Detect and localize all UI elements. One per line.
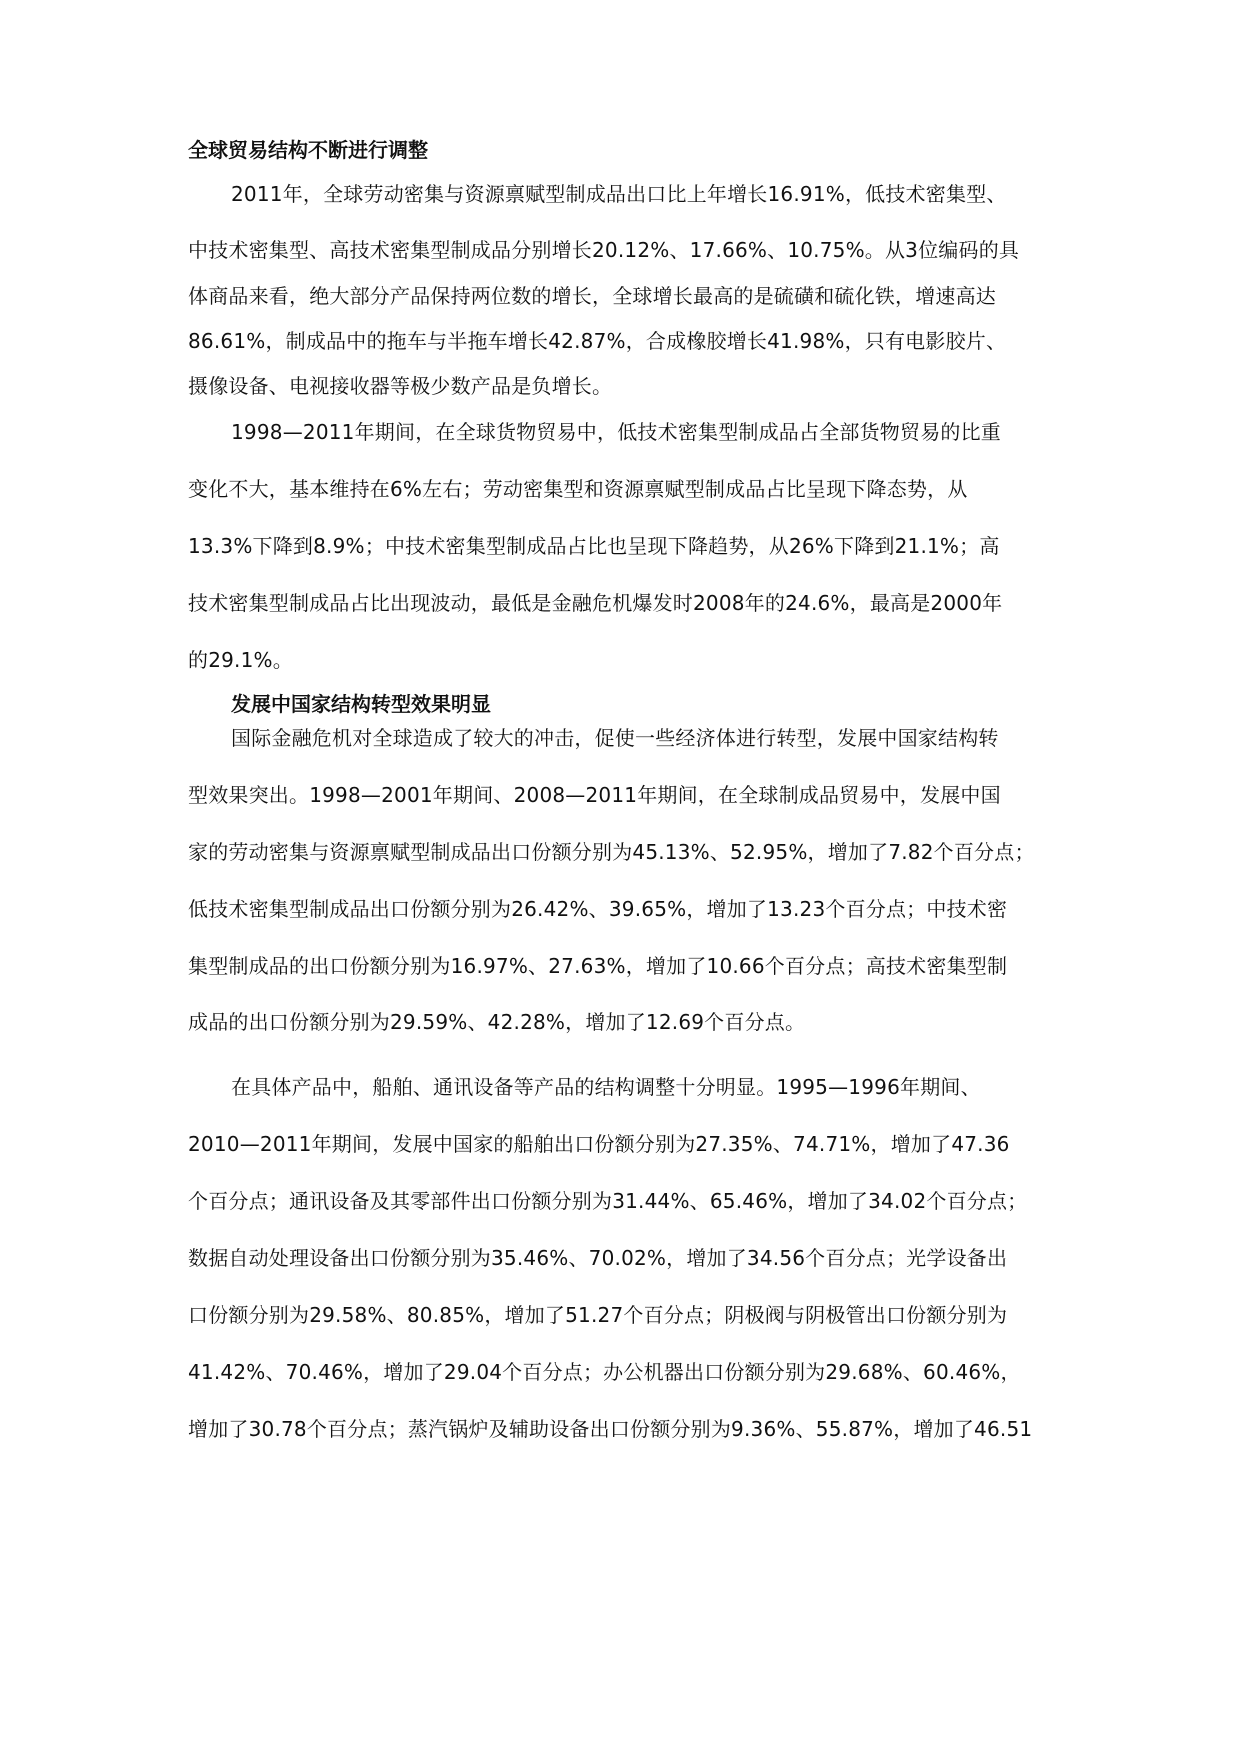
paragraph-line: 2010—2011年期间，发展中国家的船舶出口份额分别为27.35%、74.71%，增加了47.36 bbox=[188, 1132, 1010, 1156]
paragraph-line: 技术密集型制成品占比出现波动，最低是金融危机爆发时2008年的24.6%，最高是2000年 bbox=[188, 591, 1003, 615]
paragraph-line: 13.3%下降到8.9%；中技术密集型制成品占比也呈现下降趋势，从26%下降到21.1%；高 bbox=[188, 534, 1000, 558]
paragraph-line: 成品的出口份额分别为29.59%、42.28%，增加了12.69个百分点。 bbox=[188, 1010, 806, 1034]
paragraph-line: 集型制成品的出口份额分别为16.97%、27.63%，增加了10.66个百分点；高技术密集型制 bbox=[188, 954, 1008, 978]
paragraph-line: 国际金融危机对全球造成了较大的冲击，促使一些经济体进行转型，发展中国家结构转 bbox=[231, 726, 999, 750]
section-heading-developing-countries: 发展中国家结构转型效果明显 bbox=[231, 692, 491, 716]
paragraph-line: 数据自动处理设备出口份额分别为35.46%、70.02%，增加了34.56个百分点；光学设备出 bbox=[188, 1246, 1008, 1270]
paragraph-line: 在具体产品中，船舶、通讯设备等产品的结构调整十分明显。1995—1996年期间、 bbox=[231, 1075, 981, 1099]
paragraph-line: 2011年，全球劳动密集与资源禀赋型制成品出口比上年增长16.91%，低技术密集型、 bbox=[231, 182, 1007, 206]
paragraph-line: 个百分点；通讯设备及其零部件出口份额分别为31.44%、65.46%，增加了34.02个百分点； bbox=[188, 1189, 1028, 1213]
paragraph-line: 中技术密集型、高技术密集型制成品分别增长20.12%、17.66%、10.75%。从3位编码的具 bbox=[188, 238, 1020, 262]
paragraph-line: 低技术密集型制成品出口份额分别为26.42%、39.65%，增加了13.23个百分点；中技术密 bbox=[188, 897, 1008, 921]
paragraph-line: 型效果突出。1998—2001年期间、2008—2011年期间，在全球制成品贸易中，发展中国 bbox=[188, 783, 1001, 807]
paragraph-line: 86.61%，制成品中的拖车与半拖车增长42.87%，合成橡胶增长41.98%，只有电影胶片、 bbox=[188, 329, 1007, 353]
paragraph-line: 的29.1%。 bbox=[188, 648, 293, 672]
section-heading-global-trade: 全球贸易结构不断进行调整 bbox=[188, 138, 428, 162]
paragraph-line: 41.42%、70.46%，增加了29.04个百分点；办公机器出口份额分别为29.68%、60.46%， bbox=[188, 1360, 1021, 1384]
paragraph-line: 1998—2011年期间，在全球货物贸易中，低技术密集型制成品占全部货物贸易的比重 bbox=[231, 420, 1001, 444]
paragraph-line: 摄像设备、电视接收器等极少数产品是负增长。 bbox=[188, 374, 613, 398]
paragraph-line: 家的劳动密集与资源禀赋型制成品出口份额分别为45.13%、52.95%，增加了7.82个百分点； bbox=[188, 840, 1035, 864]
paragraph-line: 体商品来看，绝大部分产品保持两位数的增长，全球增长最高的是硫磺和硫化铁，增速高达 bbox=[188, 284, 996, 308]
paragraph-line: 增加了30.78个百分点；蒸汽锅炉及辅助设备出口份额分别为9.36%、55.87%，增加了46.51 bbox=[188, 1417, 1033, 1441]
paragraph-line: 变化不大，基本维持在6%左右；劳动密集型和资源禀赋型制成品占比呈现下降态势，从 bbox=[188, 477, 968, 501]
paragraph-line: 口份额分别为29.58%、80.85%，增加了51.27个百分点；阴极阀与阴极管出口份额分别为 bbox=[188, 1303, 1008, 1327]
